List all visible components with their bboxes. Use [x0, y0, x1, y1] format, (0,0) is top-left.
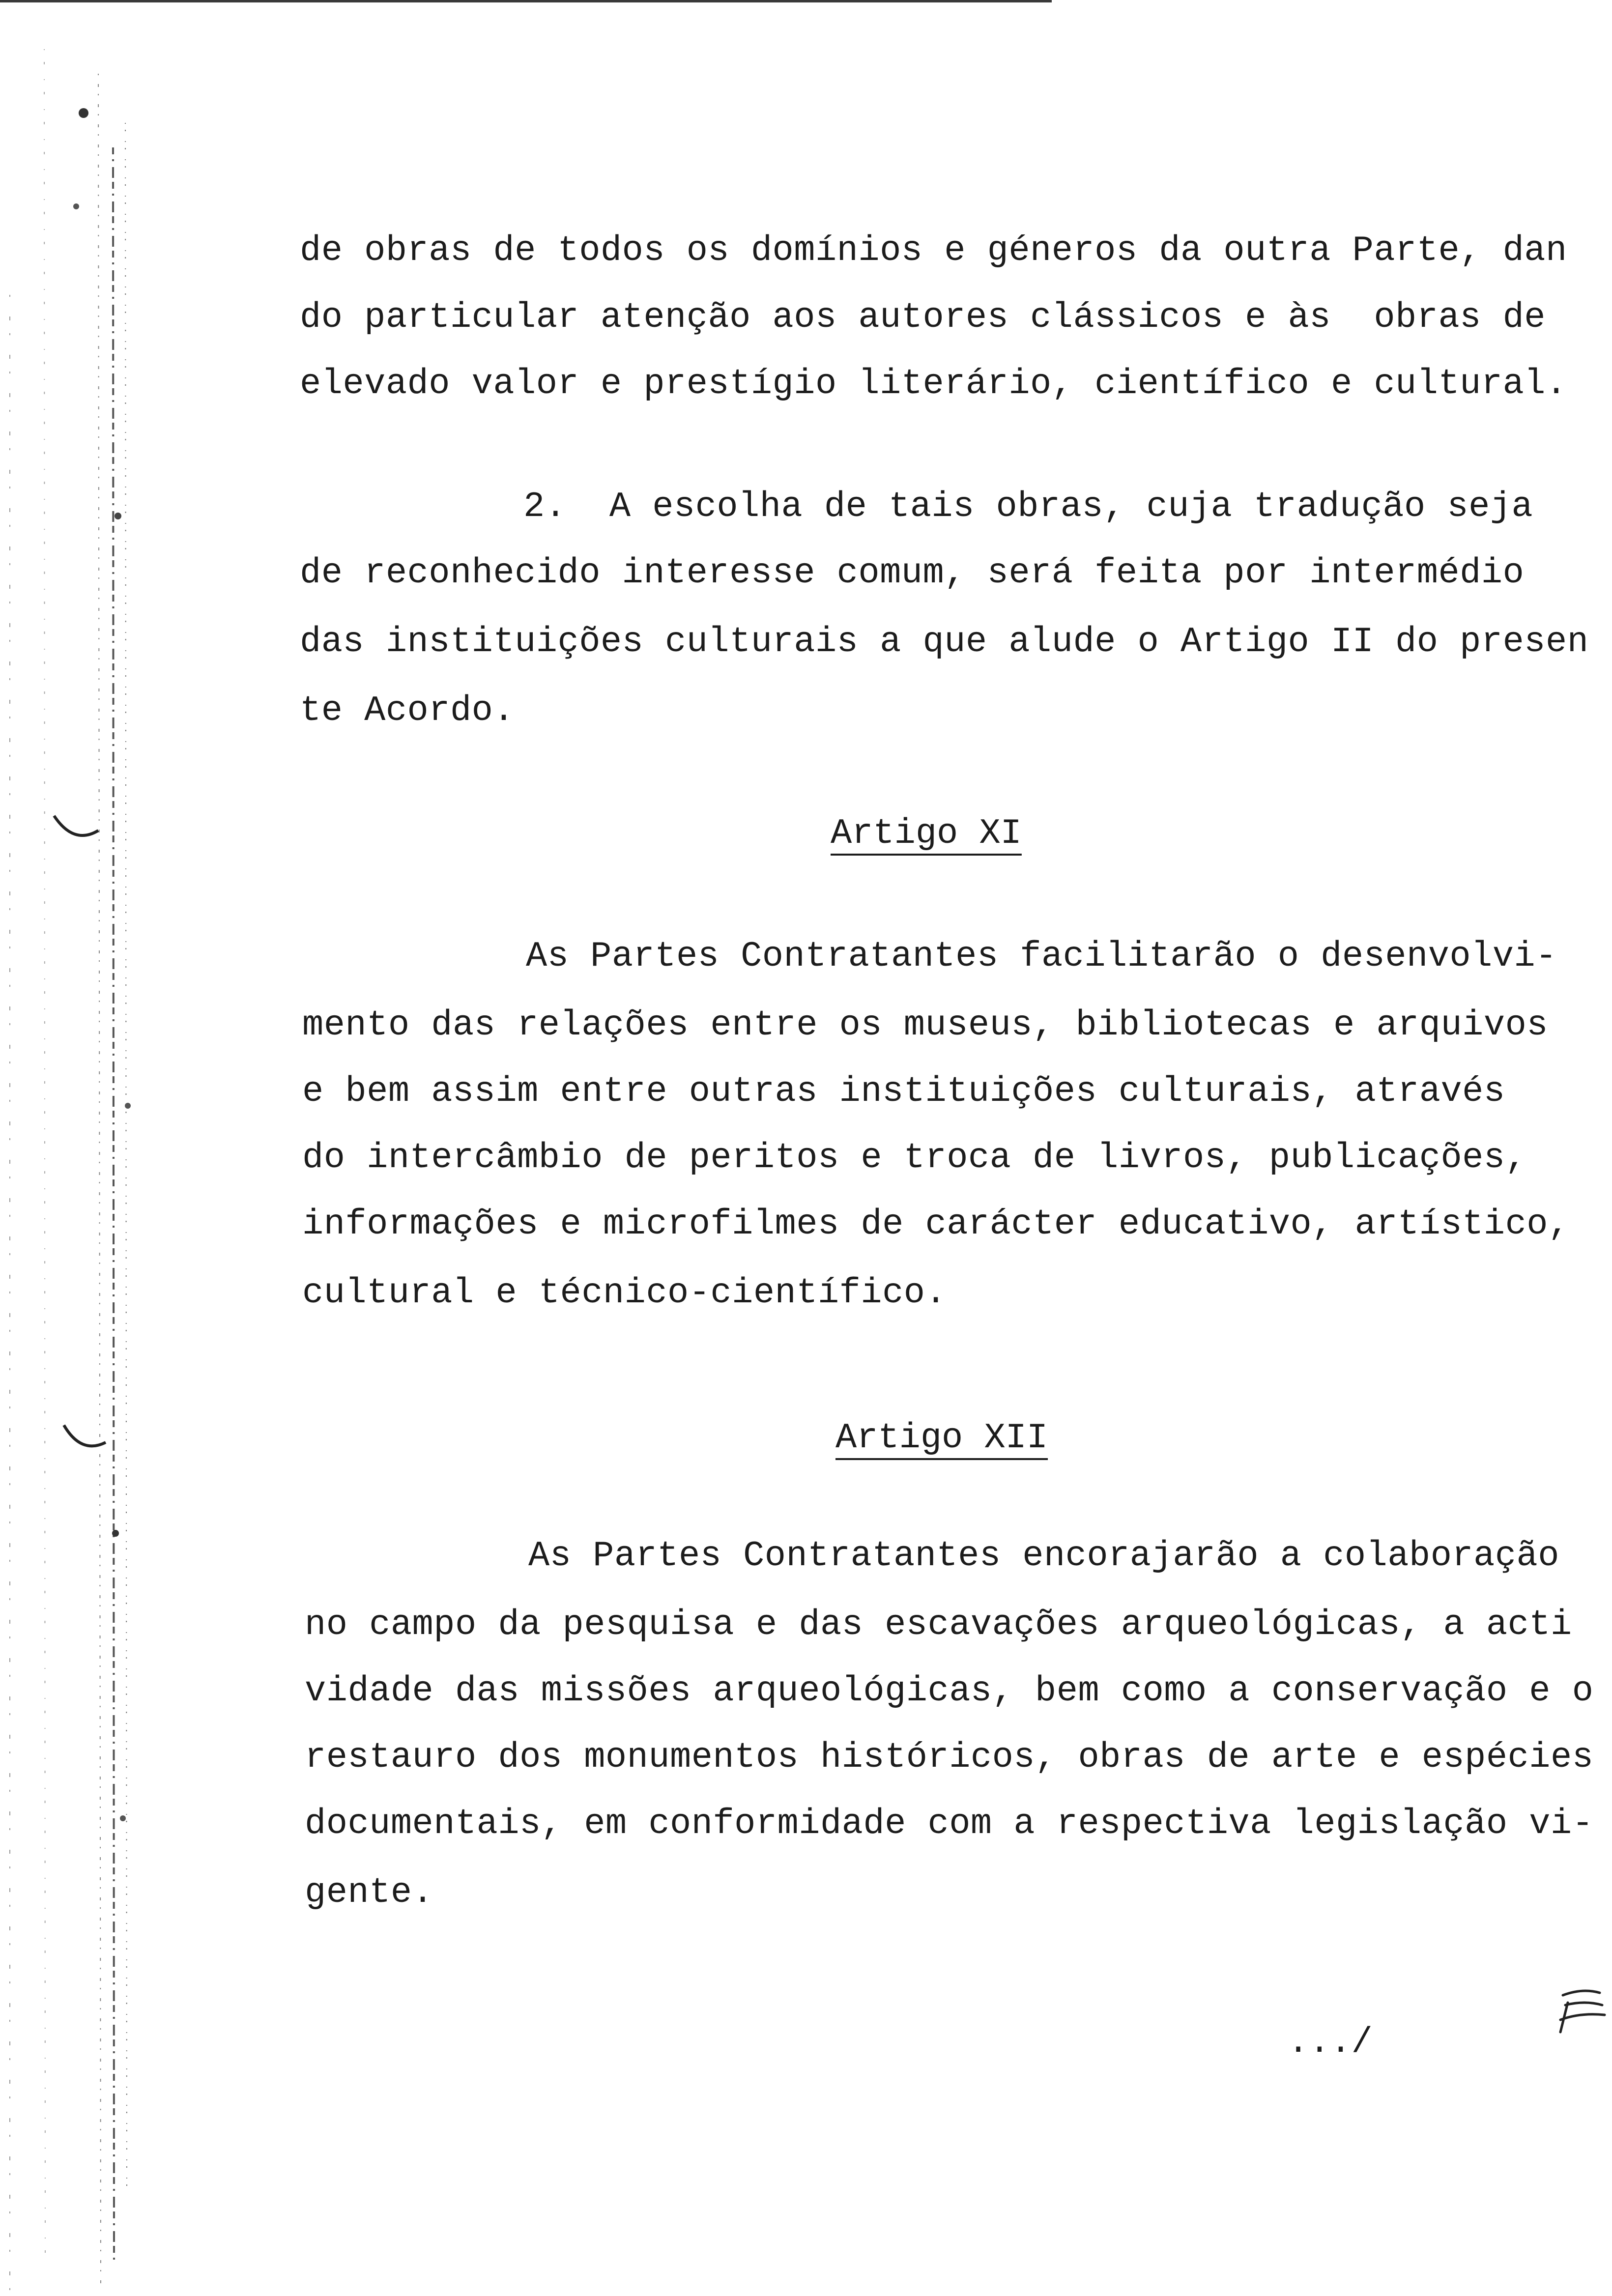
article-xi-line-3: e bem assim entre outras instituições culturais, através	[302, 1071, 1505, 1112]
article-xii-line-3: vidade das missões arqueológicas, bem como a conservação e o	[305, 1671, 1594, 1711]
article-xi-line-5: informações e microfilmes de carácter educativo, artístico,	[302, 1204, 1570, 1244]
article-xii-heading: Artigo XII	[835, 1418, 1048, 1458]
article-xii-line-2: no campo da pesquisa e das escavações arqueológicas, a acti	[305, 1605, 1572, 1645]
paragraph-2-line-2: de reconhecido interesse comum, será feita por intermédio	[300, 553, 1525, 593]
article-xii-line-1: As Partes Contratantes encorajarão a colaboração	[528, 1536, 1559, 1576]
article-xii-line-6: gente.	[305, 1872, 434, 1913]
article-xi-heading: Artigo XI	[831, 813, 1022, 854]
article-xii-line-4: restauro dos monumentos históricos, obras de arte e espécies	[305, 1737, 1594, 1778]
paragraph-2-line-1: 2. A escolha de tais obras, cuja tradução seja	[523, 487, 1533, 527]
paragraph-2-line-4: te Acordo.	[300, 690, 515, 731]
article-xi-line-4: do intercâmbio de peritos e troca de livros, publicações,	[302, 1138, 1527, 1178]
paragraph-1-line-1: de obras de todos os domínios e géneros da outra Parte, dan	[300, 230, 1567, 271]
article-xi-line-1: As Partes Contratantes facilitarão o desenvolvi-	[526, 936, 1557, 976]
continuation-marker: .../	[1288, 2022, 1373, 2063]
paragraph-1-line-3: elevado valor e prestígio literário, científico e cultural.	[300, 364, 1567, 404]
paragraph-2-line-3: das instituições culturais a que alude o Artigo II do presen	[300, 622, 1589, 662]
article-xi-line-2: mento das relações entre os museus, bibliotecas e arquivos	[302, 1005, 1549, 1045]
paragraph-1-line-2: do particular atenção aos autores clássicos e às obras de	[300, 297, 1546, 338]
handwritten-initial-mark	[1553, 1985, 1607, 2039]
article-xii-line-5: documentais, em conformidade com a respectiva legislação vi-	[305, 1804, 1594, 1844]
binding-margin-scan-artifacts	[0, 0, 162, 2296]
article-xi-line-6: cultural e técnico-científico.	[302, 1273, 947, 1313]
